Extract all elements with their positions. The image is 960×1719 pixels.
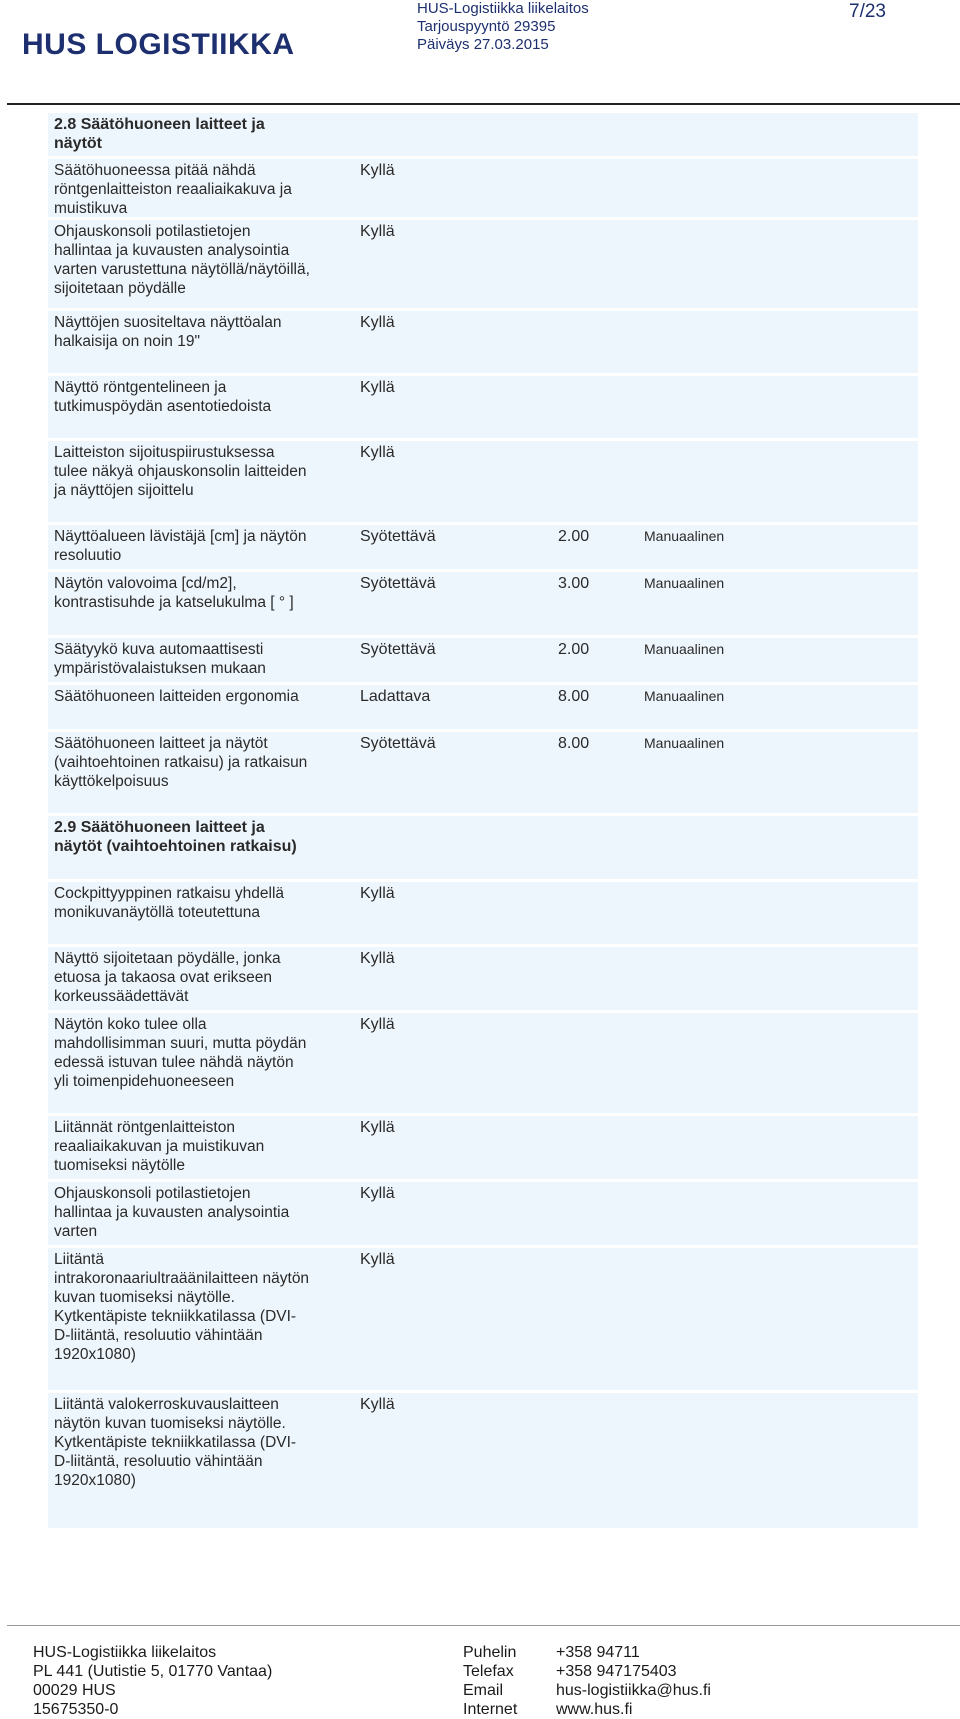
response-value: Ladattava: [360, 688, 431, 705]
footer-phone: +358 94711: [556, 1644, 640, 1661]
table-row: [48, 376, 918, 441]
table-row: [48, 220, 918, 311]
method-value: Manuaalinen: [644, 688, 725, 704]
requirement-text: Säätöhuoneessa pitää nähdä röntgenlaitteiston reaaliaikakuva ja muistikuva: [54, 162, 292, 217]
requirement-text: Säätöhuoneen laitteiden ergonomia: [54, 688, 299, 705]
footer-label-email: Email: [463, 1682, 504, 1699]
header-offer: Tarjouspyyntö 29395: [417, 18, 556, 35]
table-row: [48, 1248, 918, 1393]
response-value: Syötettävä: [360, 528, 436, 545]
table-row: [48, 159, 918, 220]
method-value: Manuaalinen: [644, 528, 725, 544]
section-title: 2.9 Säätöhuoneen laitteet ja näytöt (vaihtoehtoinen ratkaisu): [54, 819, 297, 855]
response-value: Syötettävä: [360, 575, 436, 592]
table-row: [48, 441, 918, 525]
requirement-text: Säätöhuoneen laitteet ja näytöt (vaihtoehtoinen ratkaisu) ja ratkaisun käyttökelpoisuus: [54, 735, 308, 790]
footer-contact-values: [556, 1643, 711, 1719]
response-value: Kyllä: [360, 162, 395, 179]
table-row: [48, 311, 918, 376]
requirement-text: Ohjauskonsoli potilastietojen hallintaa ja kuvausten analysointia varten varustettuna näytöllä/näytöillä, sijoitetaan pöydälle: [54, 223, 310, 297]
table-row: [48, 882, 918, 947]
footer-divider: [7, 1625, 960, 1626]
response-value: Kyllä: [360, 885, 395, 902]
footer-email[interactable]: hus-logistiikka@hus.fi: [556, 1682, 711, 1699]
table-row: [48, 1116, 918, 1182]
requirement-text: Cockpittyyppinen ratkaisu yhdellä monikuvanäytöllä toteutettuna: [54, 885, 285, 921]
footer-po-box: PL 441 (Uutistie 5, 01770 Vantaa): [33, 1663, 273, 1680]
requirement-text: Näyttö röntgentelineen ja tutkimuspöydän asentotiedoista: [54, 379, 272, 415]
page-footer: [0, 1625, 960, 1718]
table-row: [48, 947, 918, 1013]
requirement-text: Säätyykö kuva automaattisesti ympäristövalaistuksen mukaan: [54, 641, 266, 677]
response-value: Syötettävä: [360, 735, 436, 752]
section-title: 2.8 Säätöhuoneen laitteet ja näytöt: [54, 116, 265, 152]
requirement-text: Ohjauskonsoli potilastietojen hallintaa ja kuvausten analysointia varten: [54, 1185, 290, 1240]
footer-company: HUS-Logistiikka liikelaitos: [33, 1644, 217, 1661]
response-value: Kyllä: [360, 1119, 395, 1136]
footer-address: [33, 1643, 272, 1719]
header-date: Päiväys 27.03.2015: [417, 36, 549, 53]
requirement-text: Laitteiston sijoituspiirustuksessa tulee näkyä ohjauskonsolin laitteiden ja näyttöjen sijoittelu: [54, 444, 307, 499]
requirement-text: Näytön valovoima [cd/m2], kontrastisuhde ja katselukulma [ ° ]: [54, 575, 294, 611]
hus-logistiikka-logo: [10, 10, 295, 62]
requirement-text: Näyttö sijoitetaan pöydälle, jonka etuosa ja takaosa ovat erikseen korkeussäädettävät: [54, 950, 281, 1005]
footer-contact-labels: [463, 1643, 517, 1719]
header-divider: [7, 103, 960, 105]
header-company: HUS-Logistiikka liikelaitos: [417, 0, 589, 17]
points-value: 8.00: [558, 735, 590, 752]
response-value: Kyllä: [360, 950, 395, 967]
table-row: [48, 685, 918, 732]
requirement-text: Liitäntä valokerroskuvauslaitteen näytön kuvan tuomiseksi näytölle. Kytkentäpiste tekniikkatilassa (DVI-D-liitäntä, resoluutio vähintään 1920x1080): [54, 1396, 297, 1489]
table-row: [48, 732, 918, 816]
requirements-table: [48, 113, 918, 1531]
page-header: [0, 0, 960, 104]
table-row: [48, 1393, 918, 1531]
requirement-text: Näyttöalueen lävistäjä [cm] ja näytön resoluutio: [54, 528, 307, 564]
table-row: [48, 638, 918, 685]
response-value: Kyllä: [360, 314, 395, 331]
table-row: [48, 1013, 918, 1116]
logo-wordmark: HUS LOGISTIIKKA: [22, 28, 295, 61]
footer-label-internet: Internet: [463, 1701, 518, 1718]
points-value: 2.00: [558, 528, 590, 545]
requirement-text: Liitännät röntgenlaitteiston reaaliaikakuvan ja muistikuvan tuomiseksi näytölle: [54, 1119, 265, 1174]
requirement-text: Näytön koko tulee olla mahdollisimman suuri, mutta pöydän edessä istuvan tulee nähdä näytön yli toimenpidehuoneeseen: [54, 1016, 307, 1090]
response-value: Kyllä: [360, 1251, 395, 1268]
response-value: Kyllä: [360, 1185, 395, 1202]
response-value: Kyllä: [360, 444, 395, 461]
method-value: Manuaalinen: [644, 641, 725, 657]
header-info: [417, 0, 589, 54]
points-value: 8.00: [558, 688, 590, 705]
page-number: 7/23: [849, 1, 886, 22]
method-value: Manuaalinen: [644, 735, 725, 751]
footer-postal: 00029 HUS: [33, 1682, 116, 1699]
response-value: Kyllä: [360, 379, 395, 396]
table-row: [48, 572, 918, 638]
section-row: [48, 816, 918, 882]
footer-label-fax: Telefax: [463, 1663, 514, 1680]
response-value: Kyllä: [360, 1016, 395, 1033]
table-row: [48, 525, 918, 572]
footer-business-id: 15675350-0: [33, 1701, 119, 1718]
response-value: Syötettävä: [360, 641, 436, 658]
requirement-text: Liitäntä intrakoronaariultraäänilaitteen näytön kuvan tuomiseksi näytölle. Kytkentäpiste tekniikkatilassa (DVI-D-liitäntä, resoluutio vähintään 1920x1080): [54, 1251, 310, 1363]
points-value: 2.00: [558, 641, 590, 658]
response-value: Kyllä: [360, 1396, 395, 1413]
table-row: [48, 1182, 918, 1248]
response-value: Kyllä: [360, 223, 395, 240]
footer-label-phone: Puhelin: [463, 1644, 517, 1661]
method-value: Manuaalinen: [644, 575, 725, 591]
section-row: [48, 113, 918, 159]
points-value: 3.00: [558, 575, 590, 592]
requirement-text: Näyttöjen suositeltava näyttöalan halkaisija on noin 19": [54, 314, 282, 350]
footer-fax: +358 947175403: [556, 1663, 677, 1680]
footer-website[interactable]: www.hus.fi: [556, 1701, 633, 1718]
